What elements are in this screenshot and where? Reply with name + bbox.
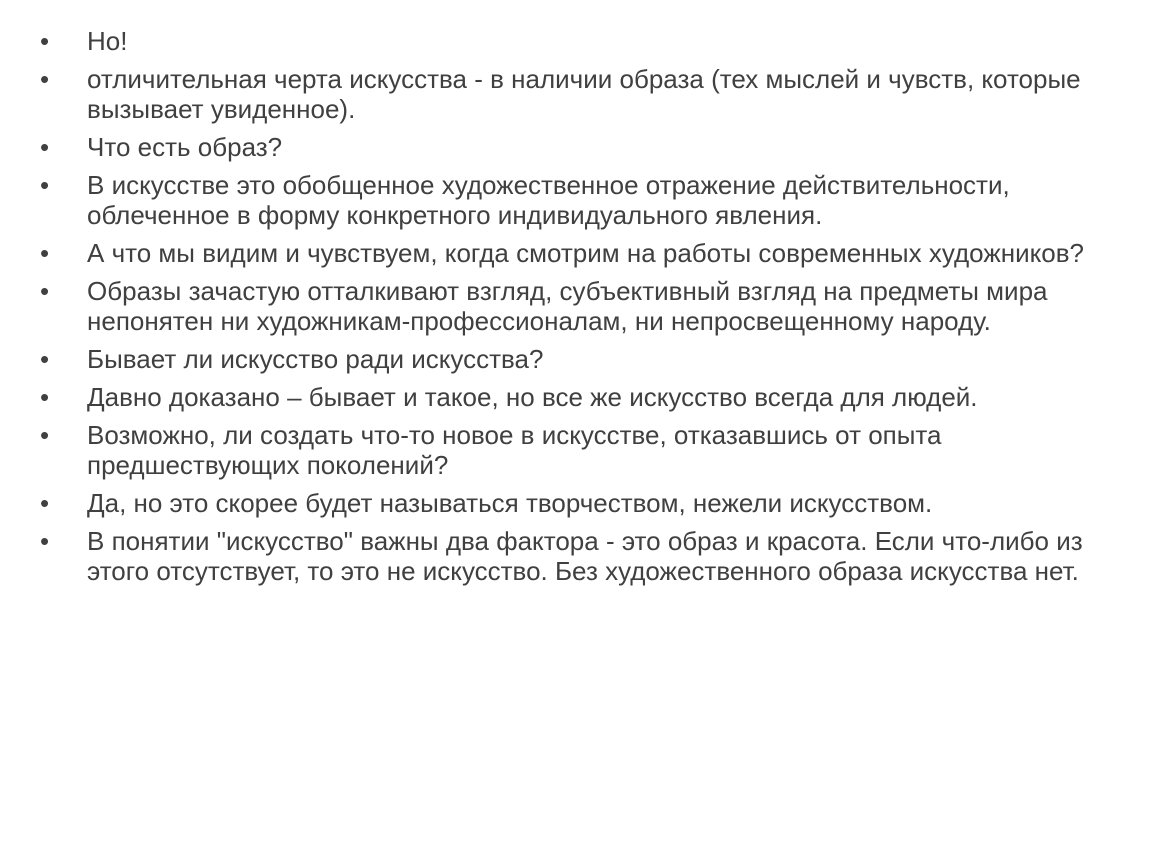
bullet-marker: • <box>40 132 50 162</box>
list-item-text: Возможно, ли создать что-то новое в искусстве, отказавшись от опыта предшествующих поколений? <box>87 420 942 480</box>
list-item <box>40 526 1120 586</box>
bullet-marker: • <box>40 526 50 556</box>
bullet-marker: • <box>40 238 50 268</box>
list-item-text: В понятии "искусство" важны два фактора - это образ и красота. Если что-либо из этого отсутствует, то это не искусство. Без художественного образа искусства нет. <box>87 526 1083 586</box>
list-item <box>40 488 1120 518</box>
bullet-marker: • <box>40 382 50 412</box>
bullet-marker: • <box>40 276 50 306</box>
list-item-text: Но! <box>87 26 128 56</box>
list-item-text: А что мы видим и чувствуем, когда смотрим на работы современных художников? <box>87 238 1084 268</box>
bullet-marker: • <box>40 170 50 200</box>
list-item <box>40 344 1120 374</box>
list-item <box>40 238 1120 268</box>
bullet-marker: • <box>40 64 50 94</box>
list-item-text: В искусстве это обобщенное художественное отражение действительности, облеченное в форму конкретного индивидуального явления. <box>87 170 1010 230</box>
list-item-text: Бывает ли искусство ради искусства? <box>87 344 544 374</box>
bullet-marker: • <box>40 420 50 450</box>
list-item <box>40 170 1120 230</box>
list-item <box>40 132 1120 162</box>
bullet-marker: • <box>40 26 50 56</box>
list-item-text: отличительная черта искусства - в наличии образа (тех мыслей и чувств, которые вызывает увиденное). <box>87 64 1081 124</box>
list-item-text: Да, но это скорее будет называться творчеством, нежели искусством. <box>87 488 933 518</box>
list-item-text: Что есть образ? <box>87 132 283 162</box>
list-item <box>40 382 1120 412</box>
list-item-text: Образы зачастую отталкивают взгляд, субъективный взгляд на предметы мира непонятен ни художникам-профессионалам, ни непросвещенному народу. <box>87 276 1048 336</box>
list-item <box>40 276 1120 336</box>
list-item <box>40 420 1120 480</box>
list-item <box>40 64 1120 124</box>
list-item <box>40 26 1120 56</box>
bullet-list <box>40 26 1120 594</box>
bullet-marker: • <box>40 344 50 374</box>
bullet-marker: • <box>40 488 50 518</box>
list-item-text: Давно доказано – бывает и такое, но все же искусство всегда для людей. <box>87 382 978 412</box>
